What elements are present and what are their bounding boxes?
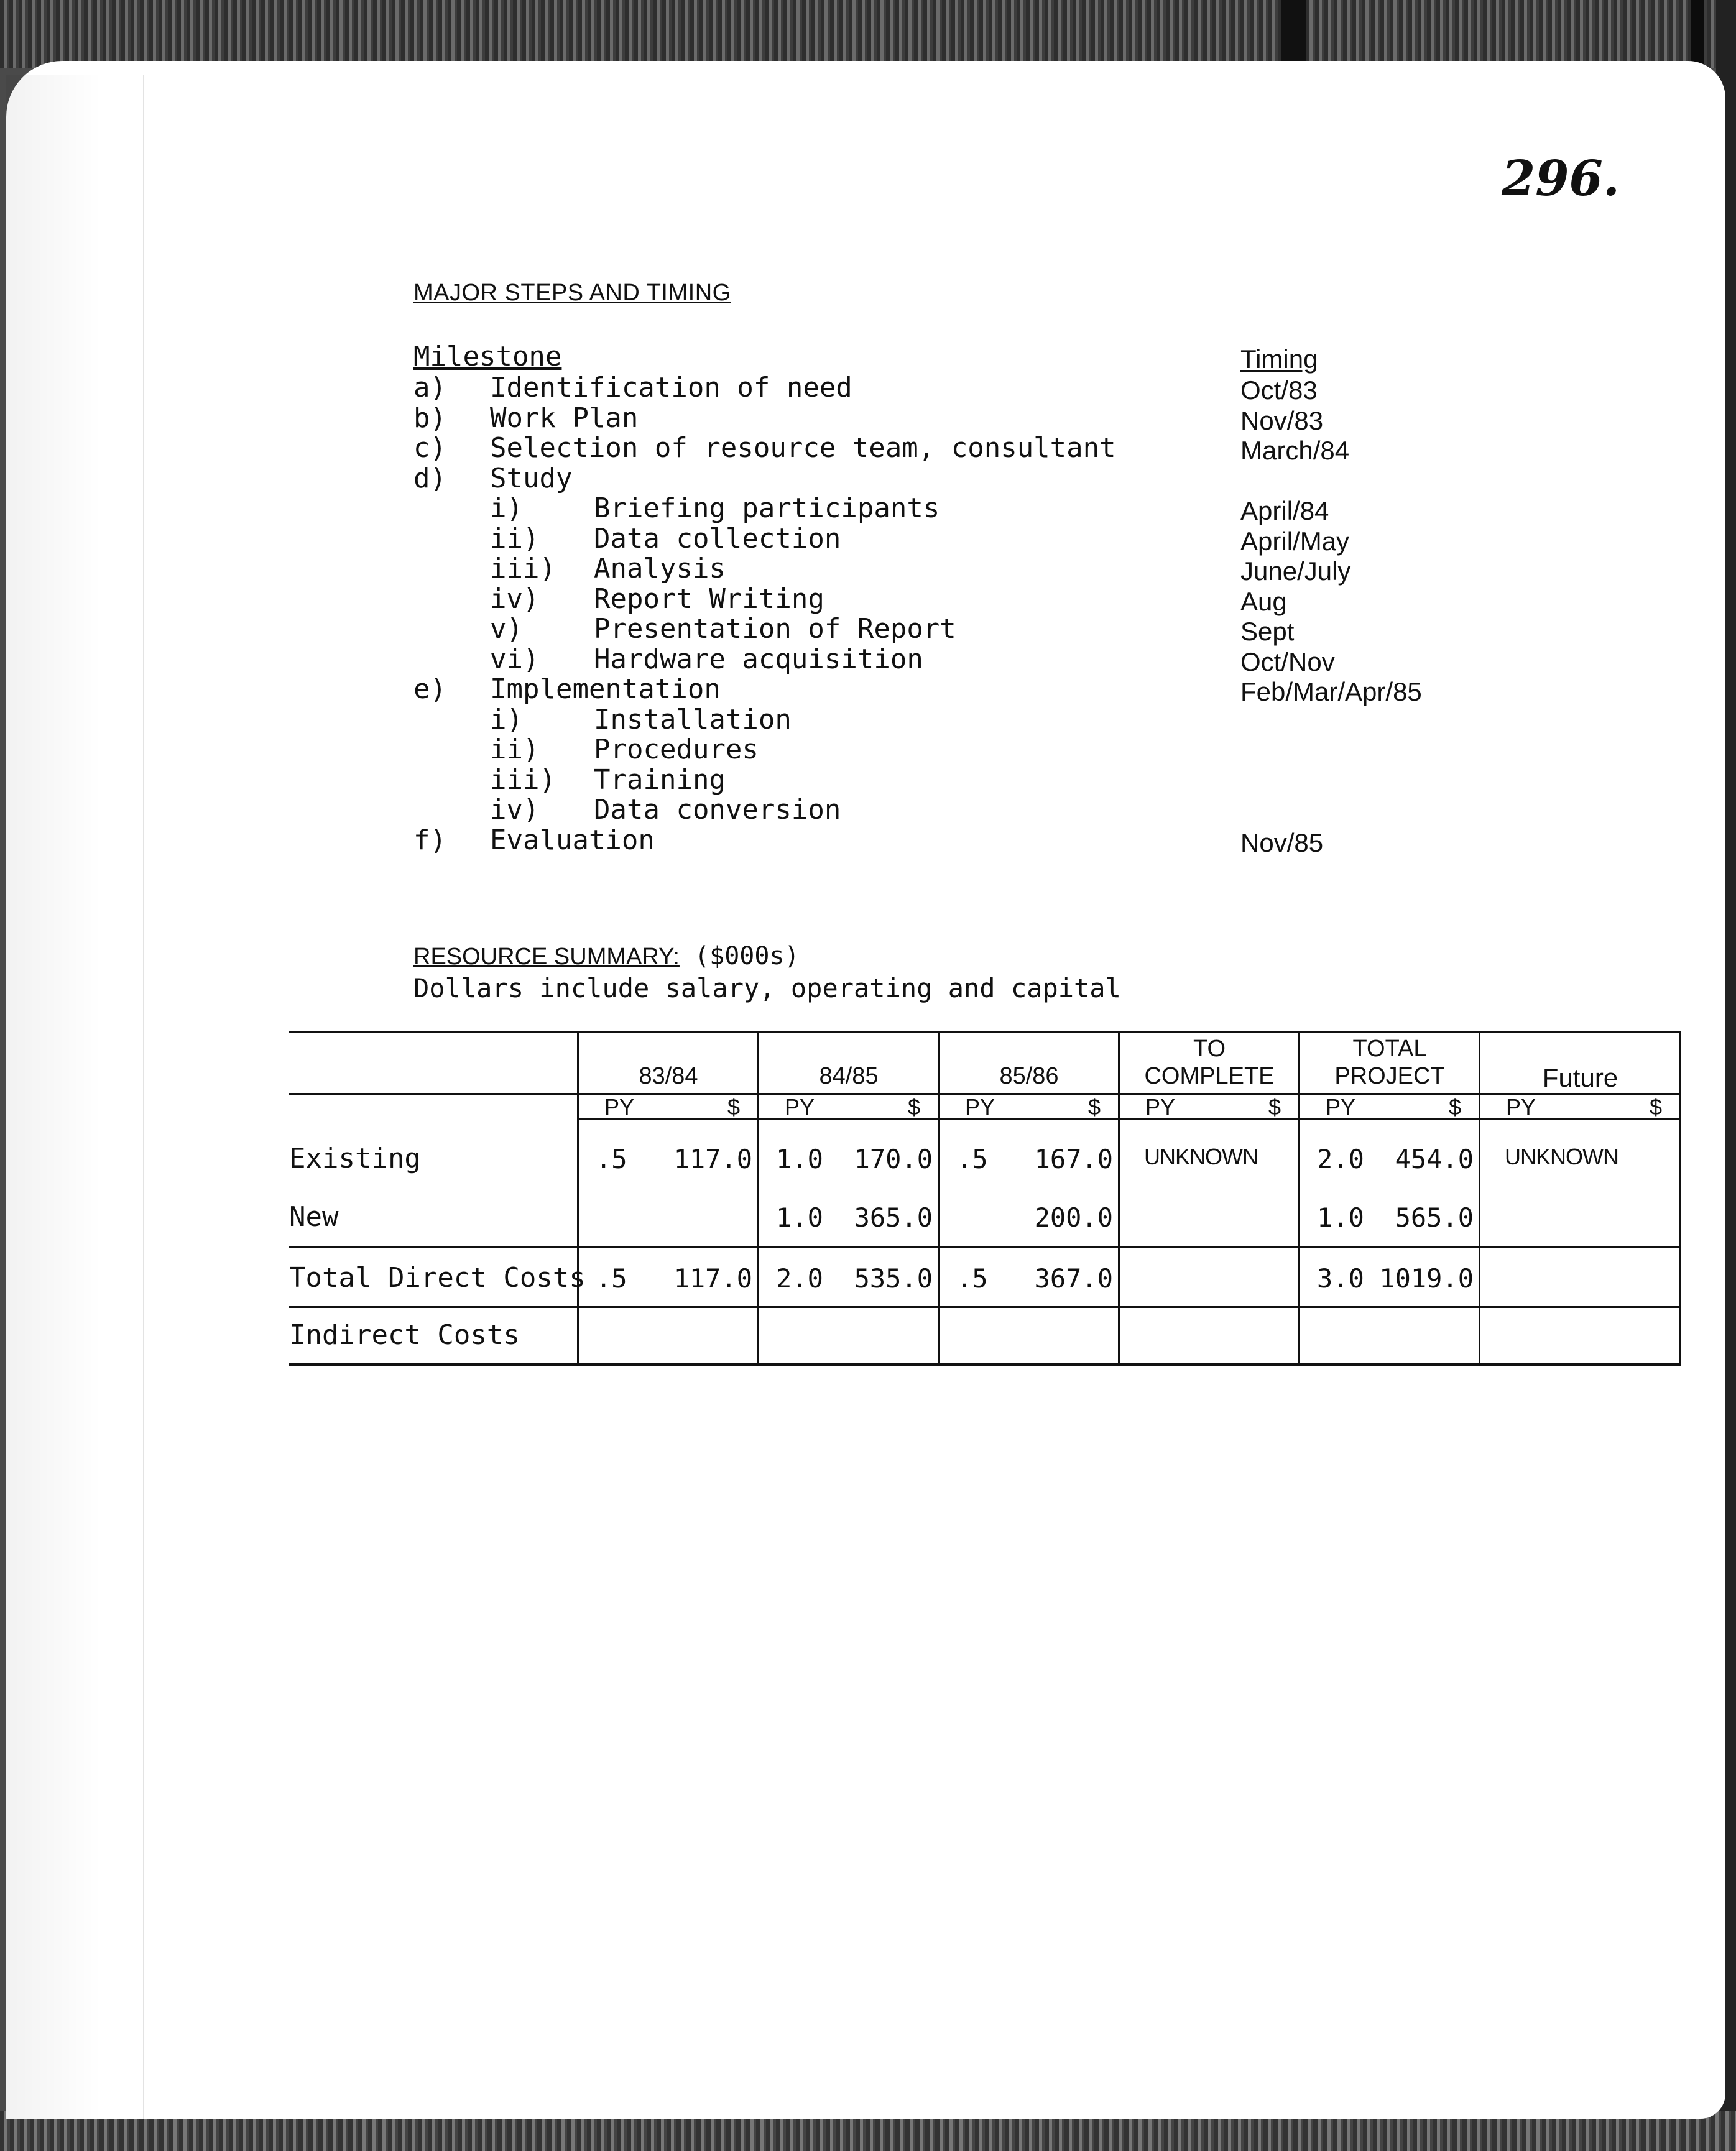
milestone-marker: f): [413, 824, 446, 856]
resource-summary-table: [289, 1031, 1681, 1366]
milestone-marker: d): [413, 462, 446, 494]
page-binding-shadow: [6, 75, 144, 2120]
py-subheader: PY: [965, 1094, 995, 1120]
sub-step-marker: ii): [490, 734, 540, 765]
dollar-value: 365.0: [854, 1202, 933, 1233]
sub-step-marker: iii): [490, 763, 556, 796]
sub-step-marker: v): [490, 613, 523, 645]
binder-top-edge: [0, 0, 1736, 68]
column-header-line2: PROJECT: [1334, 1063, 1445, 1089]
resource-summary-title: [413, 942, 800, 970]
table-bottom-rule: [289, 1363, 1681, 1366]
py-value: 1.0: [776, 1202, 823, 1233]
dollar-subheader: $: [727, 1094, 741, 1120]
milestone-label: Identification of need: [490, 372, 852, 403]
py-subheader: PY: [785, 1094, 815, 1120]
py-value: 3.0: [1317, 1263, 1364, 1294]
milestone-timing: Sept: [1240, 617, 1295, 646]
sub-step-label: Presentation of Report: [594, 613, 956, 645]
py-subheader: PY: [1506, 1094, 1536, 1120]
timing-column-header: Timing: [1240, 344, 1318, 374]
dollar-value: 117.0: [673, 1263, 752, 1294]
milestone-label: Implementation: [490, 673, 721, 705]
sub-step-marker: iv): [490, 583, 540, 615]
table-total-rule: [289, 1246, 1681, 1248]
sub-step-marker: ii): [490, 522, 540, 555]
milestone-marker: b): [413, 402, 446, 434]
resource-summary-unit: ($000s): [695, 942, 800, 970]
sub-step-label: Training: [594, 763, 726, 796]
column-header: 84/85: [819, 1063, 879, 1089]
dollar-value: 117.0: [673, 1144, 752, 1174]
row-label: Total Direct Costs: [289, 1262, 586, 1294]
sub-step-label: Report Writing: [594, 583, 824, 615]
dollar-value: 1019.0: [1379, 1263, 1474, 1294]
table-indirect-rule: [289, 1306, 1681, 1308]
row-label: Indirect Costs: [289, 1319, 520, 1351]
py-subheader: PY: [1145, 1094, 1176, 1120]
py-subheader: PY: [1326, 1094, 1356, 1120]
column-header: Future: [1542, 1063, 1618, 1092]
milestone-timing: June/July: [1240, 556, 1351, 586]
py-value: .5: [596, 1263, 627, 1294]
sub-step-marker: iv): [490, 794, 540, 826]
column-header-line2: COMPLETE: [1144, 1063, 1275, 1089]
sub-step-label: Data conversion: [594, 794, 841, 826]
py-value: 2.0: [776, 1263, 823, 1294]
milestone-timing: Aug: [1240, 586, 1287, 616]
dollar-value: 367.0: [1034, 1263, 1113, 1294]
py-subheader: PY: [604, 1094, 635, 1120]
milestone-marker: a): [413, 372, 446, 403]
milestone-timing: April/84: [1240, 496, 1329, 525]
column-header-line1: TOTAL: [1352, 1036, 1427, 1062]
milestone-label: Study: [490, 462, 573, 494]
dollar-subheader: $: [1088, 1094, 1101, 1120]
binder-clip-right: [1691, 0, 1704, 68]
section-heading: MAJOR STEPS AND TIMING: [413, 280, 731, 306]
dollar-subheader: $: [908, 1094, 921, 1120]
milestone-column-header: Milestone: [413, 341, 562, 372]
dollar-subheader: $: [1268, 1094, 1281, 1120]
dollar-value: 565.0: [1395, 1202, 1474, 1233]
milestone-marker: c): [413, 432, 446, 464]
milestone-timing: Oct/83: [1240, 375, 1318, 405]
resource-summary-note: Dollars include salary, operating and capital: [413, 973, 1121, 1003]
milestone-timing: Oct/Nov: [1240, 647, 1335, 676]
column-header: 85/86: [999, 1063, 1059, 1089]
milestone-timing: Nov/83: [1240, 405, 1324, 435]
py-value: 2.0: [1317, 1144, 1364, 1174]
dollar-value: 200.0: [1034, 1202, 1113, 1233]
sub-step-marker: vi): [490, 643, 540, 675]
dollar-value: 170.0: [854, 1144, 933, 1174]
py-value: .5: [956, 1263, 988, 1294]
sub-step-label: Hardware acquisition: [594, 643, 923, 675]
sub-step-marker: i): [490, 703, 523, 735]
sub-step-label: Briefing participants: [594, 492, 940, 524]
milestone-label: Work Plan: [490, 402, 639, 434]
column-header-line1: TO: [1193, 1036, 1226, 1062]
sub-step-label: Data collection: [594, 522, 841, 555]
dollar-value: 535.0: [854, 1263, 933, 1294]
sub-step-label: Procedures: [594, 734, 759, 765]
row-label: Existing: [289, 1143, 421, 1174]
unknown-value: UNKNOWN: [1144, 1144, 1258, 1169]
column-header: 83/84: [639, 1063, 698, 1089]
unknown-value: UNKNOWN: [1505, 1144, 1618, 1169]
milestone-timing: Feb/Mar/Apr/85: [1240, 677, 1422, 706]
dollar-value: 454.0: [1395, 1144, 1474, 1174]
sub-step-label: Analysis: [594, 553, 726, 584]
py-value: 1.0: [776, 1144, 823, 1174]
milestone-timing: April/May: [1240, 526, 1350, 556]
sub-step-label: Installation: [594, 703, 792, 735]
milestone-timing: Nov/85: [1240, 827, 1324, 857]
resource-summary-label: RESOURCE SUMMARY:: [413, 944, 680, 970]
milestone-label: Evaluation: [490, 824, 655, 856]
dollar-subheader: $: [1650, 1094, 1663, 1120]
dollar-value: 167.0: [1034, 1144, 1113, 1174]
sub-step-marker: iii): [490, 553, 556, 584]
milestone-timing: March/84: [1240, 436, 1350, 465]
table-top-rule: [289, 1031, 1681, 1033]
milestone-label: Selection of resource team, consultant: [490, 432, 1116, 464]
row-label: New: [289, 1201, 339, 1233]
handwritten-page-number: 296.: [1502, 150, 1620, 207]
py-value: .5: [956, 1144, 988, 1174]
sub-step-marker: i): [490, 492, 523, 524]
py-value: 1.0: [1317, 1202, 1364, 1233]
dollar-subheader: $: [1449, 1094, 1462, 1120]
binder-clip: [1281, 0, 1306, 68]
py-value: .5: [596, 1144, 627, 1174]
milestone-marker: e): [413, 673, 446, 705]
